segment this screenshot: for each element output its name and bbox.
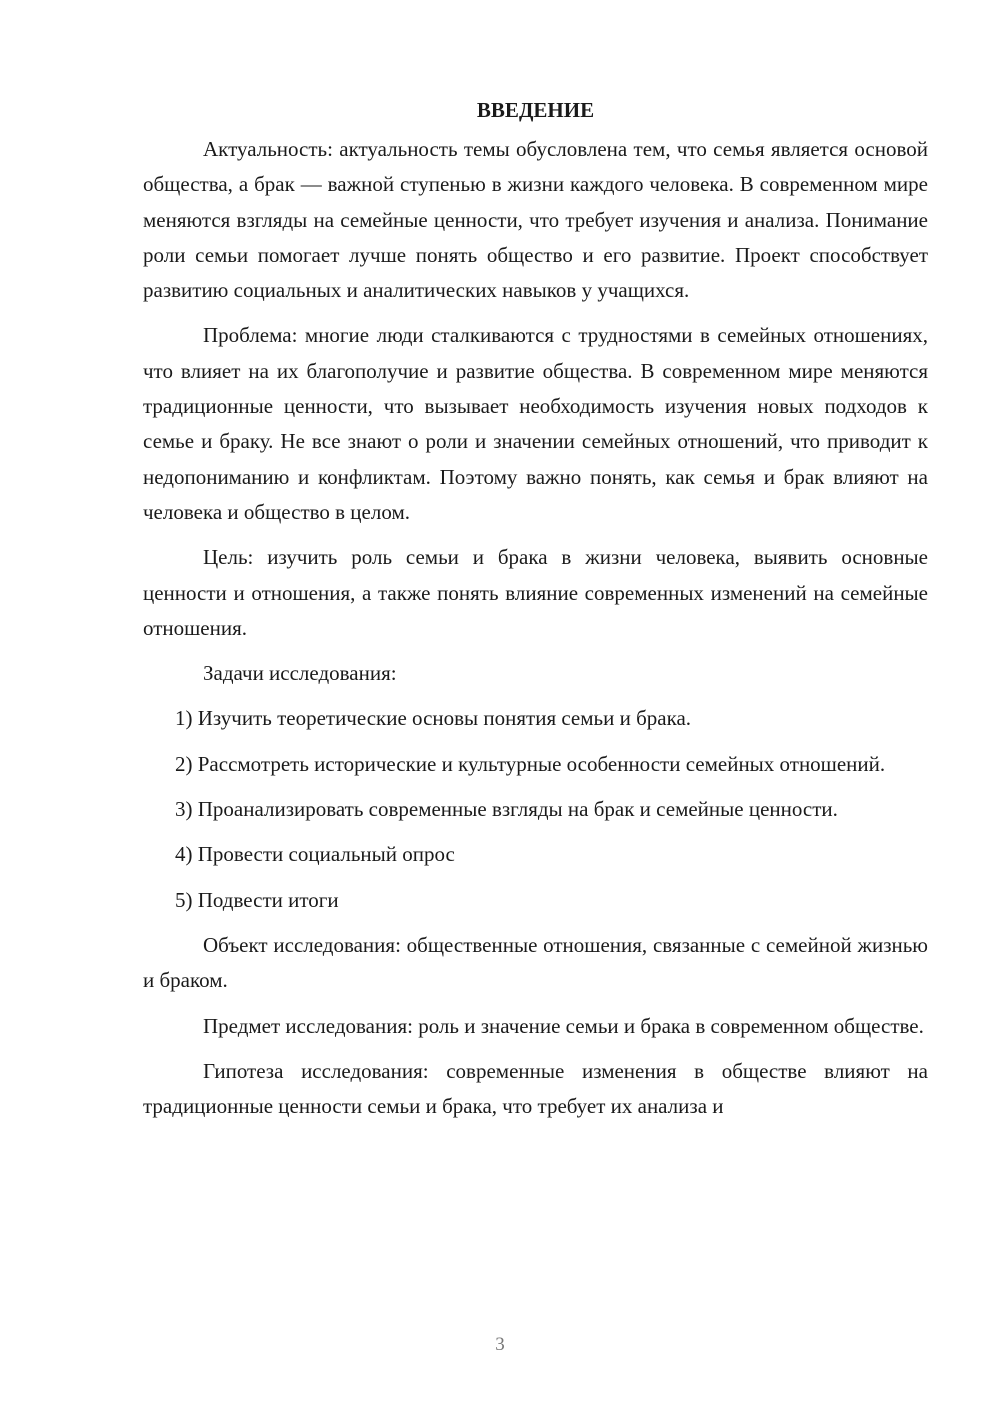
paragraph-subject: Предмет исследования: роль и значение семьи и брака в современном обществе.: [203, 1013, 924, 1038]
paragraph-goal: Цель: изучить роль семьи и брака в жизни человека, выявить основные ценности и отношения, а также понять влияние современных изменений на семейные отношения.: [143, 545, 928, 640]
paragraph-relevance: Актуальность: актуальность темы обусловлена тем, что семья является основой общества, а брак — важной ступенью в жизни каждого человека. В современном мире меняются взгляды на семейные ценности, что требует изучения и анализа. Понимание роли семьи помогает лучше понять общество и его развитие. Проект способствует развитию социальных и аналитических навыков у учащихся.: [143, 137, 928, 303]
task-item-2: 2) Рассмотреть исторические и культурные особенности семейных отношений.: [175, 751, 886, 776]
task-item-4: 4) Провести социальный опрос: [175, 842, 455, 867]
page-content: [143, 95, 928, 1134]
tasks-heading: Задачи исследования:: [203, 661, 397, 686]
paragraph-problem: Проблема: многие люди сталкиваются с трудностями в семейных отношениях, что влияет на их благополучие и развитие общества. В современном мире меняются традиционные ценности, что вызывает необходимость изучения новых подходов к семье и браку. Не все знают о роли и значении семейных отношений, что приводит к недопониманию и конфликтам. Поэтому важно понять, как семья и брак влияют на человека и общество в целом.: [143, 323, 928, 524]
task-item-5: 5) Подвести итоги: [175, 887, 339, 912]
section-title: ВВЕДЕНИЕ: [476, 98, 595, 122]
task-item-1: 1) Изучить теоретические основы понятия семьи и брака.: [175, 706, 692, 731]
paragraph-object: Объект исследования: общественные отношения, связанные с семейной жизнью и браком.: [143, 932, 928, 993]
paragraph-hypothesis: Гипотеза исследования: современные изменения в обществе влияют на традиционные ценности семьи и брака, что требует их анализа и: [143, 1058, 928, 1119]
page-number: 3: [495, 1334, 505, 1355]
task-item-3: 3) Проанализировать современные взгляды на брак и семейные ценности.: [175, 797, 838, 822]
